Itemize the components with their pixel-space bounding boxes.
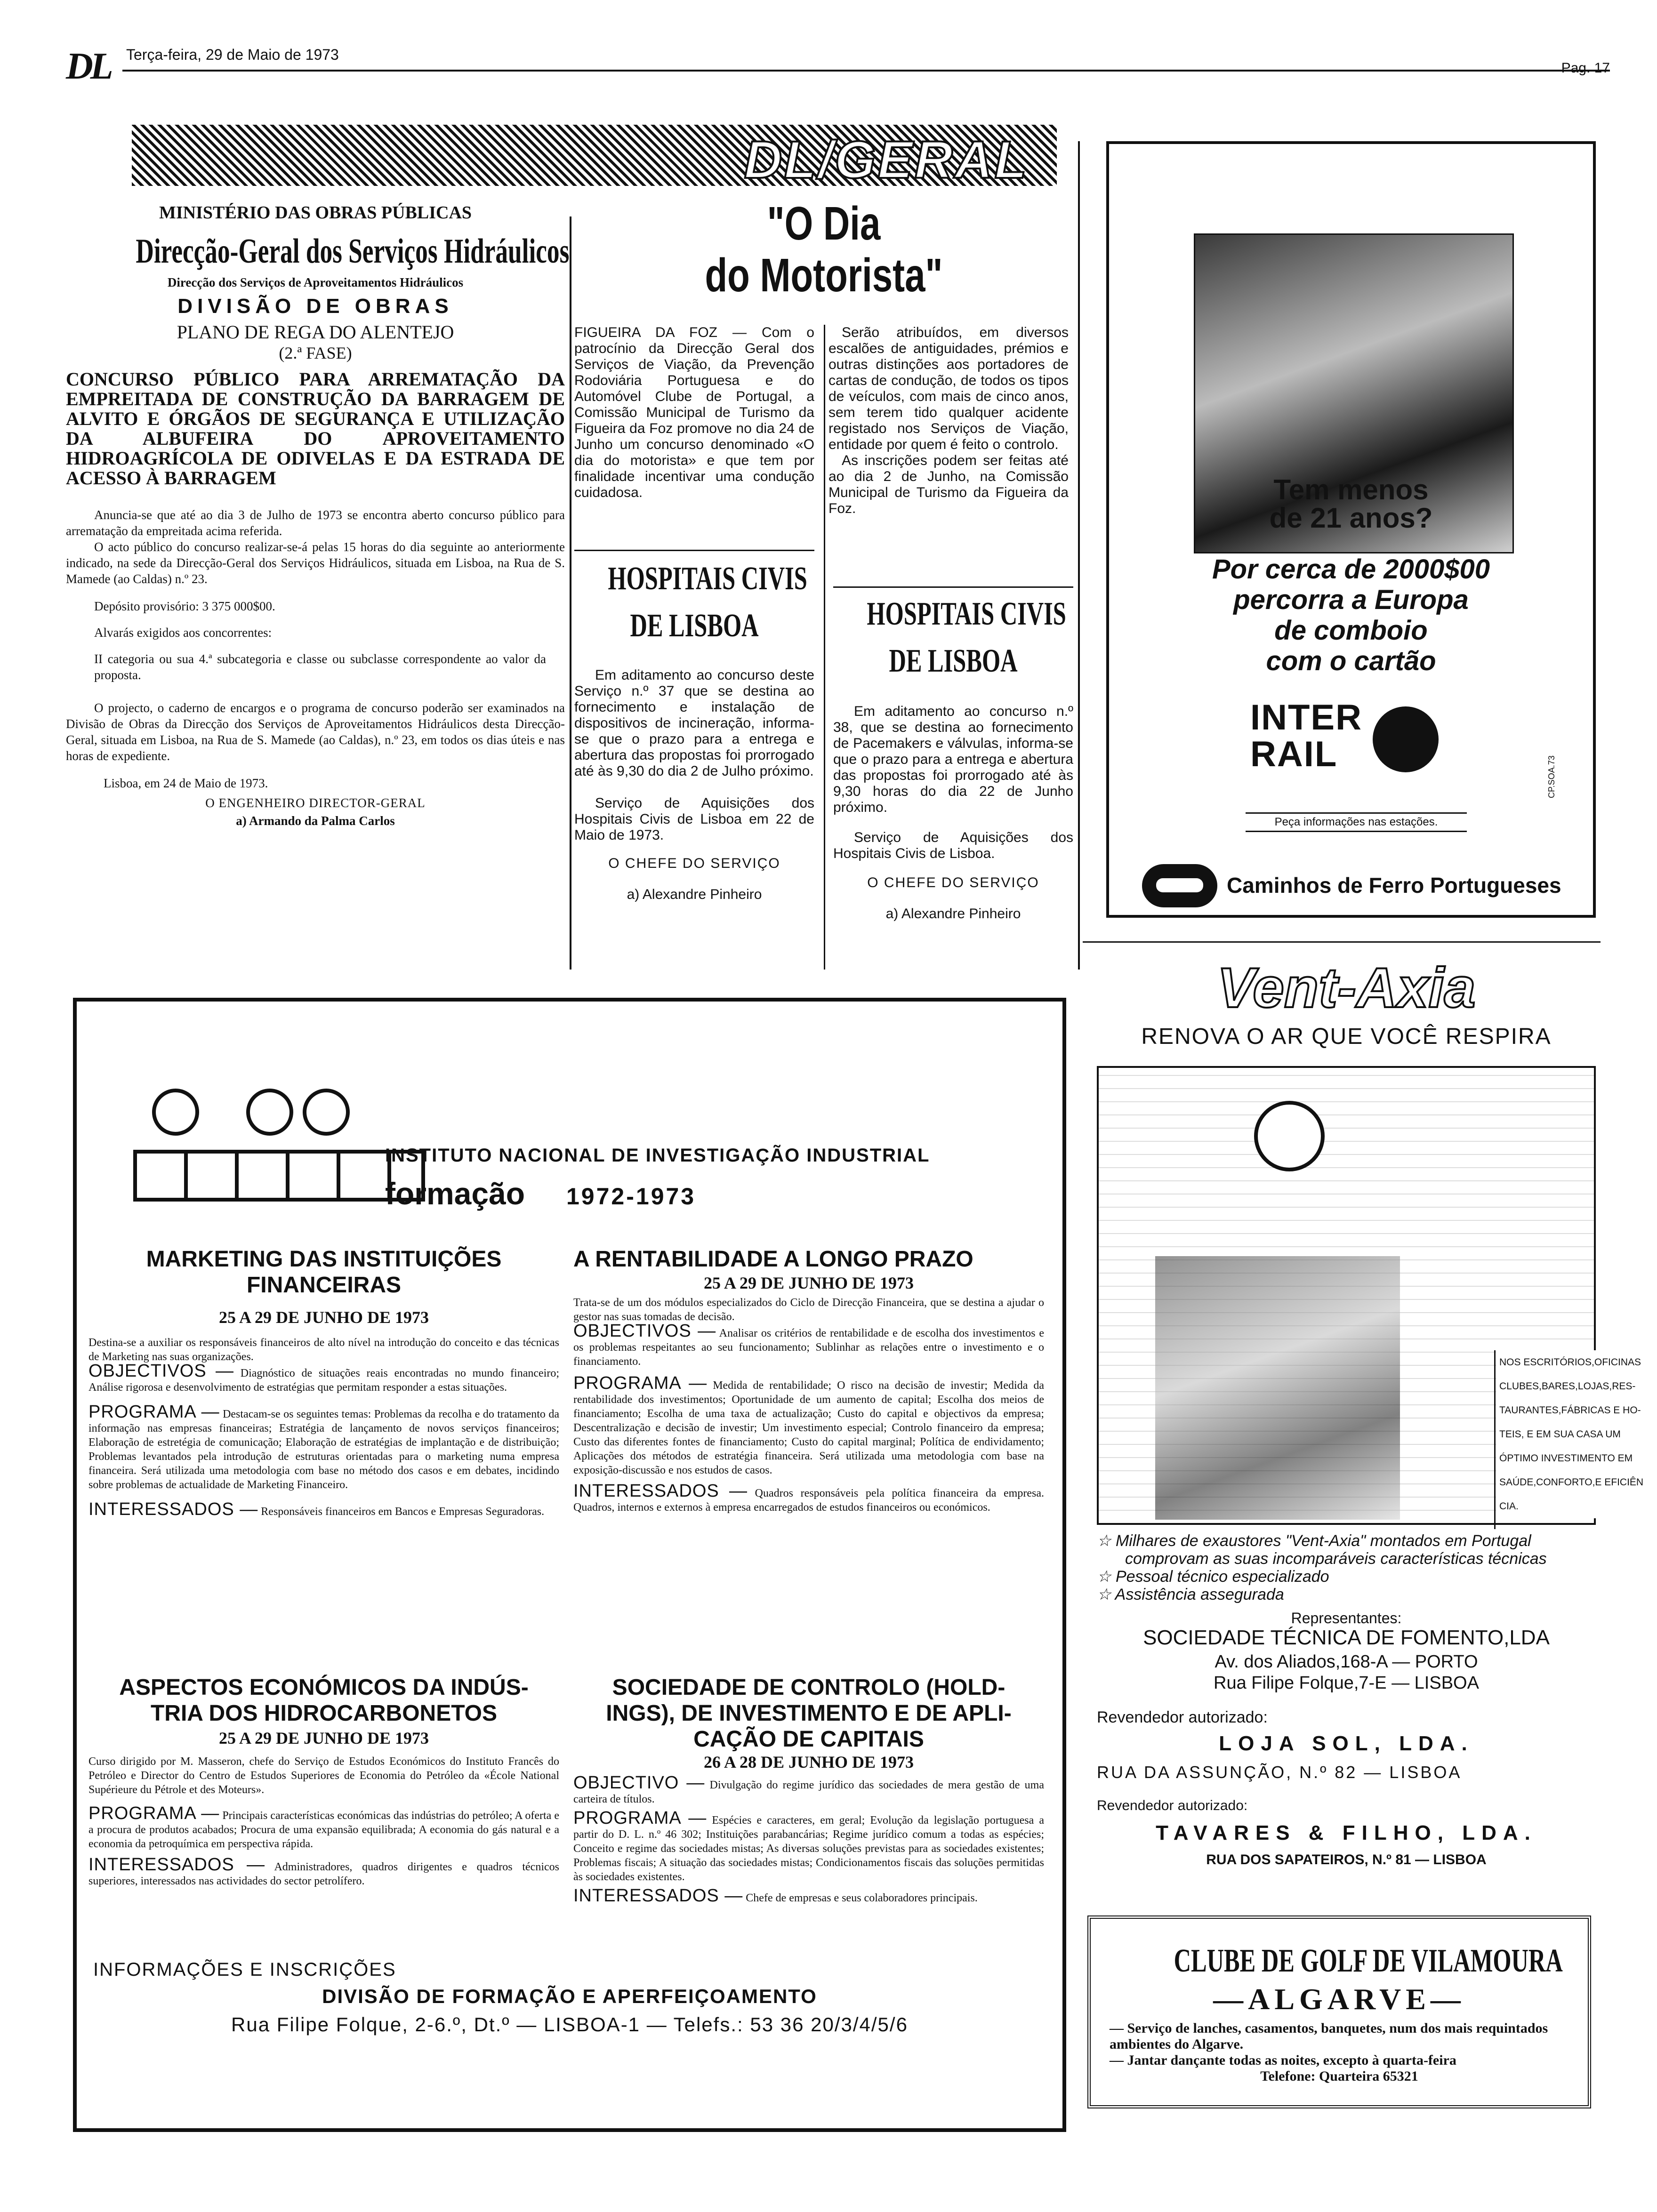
benefit-3: ☆ Assistência assegurada [1097,1586,1284,1603]
course-rentabilidade [573,1246,1044,1515]
section-banner [132,125,1057,189]
interrail-info: Peça informações nas estações. [1246,812,1467,832]
dg-title: Direcção-Geral dos Serviços Hidráulicos [136,232,570,271]
side-6: SAÚDE,CONFORTO,E EFICIÊN [1499,1477,1644,1488]
c3-prog: PROGRAMA — Principais características económicas das indústrias do petróleo; A oferta e a procura de produtos acabados; Procura de uma expansão equilibrada; A economia do gás natural e a economia da petroquímica em perspectiva rápida. [88,1803,560,1850]
direccao-sub: Direcção dos Serviços de Aproveitamentos Hidráulicos [167,275,464,289]
circle-icon [246,1089,293,1136]
c1-obj: OBJECTIVOS — Diagnóstico de situações reais encontradas no mundo financeiro; Análise rigorosa e desenvolvimento de estratégias que permitam responder a estas situações. [88,1361,559,1394]
benefit-2: ☆ Pessoal técnico especializado [1097,1568,1329,1586]
hosp2-assin: a) Alexandre Pinheiro [885,906,1021,922]
deposito: Depósito provisório: 3 375 000$00. [94,599,275,613]
c3-title-2: TRIA DOS HIDROCARBONETOS [150,1701,498,1726]
c2-intro: Trata-se de um dos módulos especializados do Ciclo de Direcção Financeira, que se destina a ajudar o gestor nas suas tomadas de decisão. [573,1297,1044,1323]
golf-line-1: — Serviço de lanches, casamentos, banquetes, num dos mais requintados ambientes do Algarve. [1110,2020,1548,2052]
golf-line-2: — Jantar dançante todas as noites, excepto à quarta-feira [1110,2052,1456,2068]
c4-prog: PROGRAMA — Espécies e caracteres, em geral; Evolução da legislação portuguesa a partir do D. L. n.º 46 302; Instituições parabancárias; Regime jurídico comum a todas as espécies; Conceito e regime das sociedades mistas; As diversas soluções previstas para as sociedades existentes; Problemas fiscais; A situação das sociedades mistas; Condicionamentos fiscais das soluções permitidas às sociedades existentes. [573,1808,1045,1883]
c1-prog: PROGRAMA — Destacam-se os seguintes temas: Problemas da recolha e do tratamento da informação nas empresas financeiras; Estratégia de lançamento de novos serviços financeiros; Elaboração de estretégia de comunicação; Elaboração de estratégias de implantação e de distribuição; Problemas levantados pela introdução de estruturas orientadas para o marketing numa empresa financeira. Será utilizada uma metodologia com base no método dos casos e em debates, incidindo sobre problemas de actualidade de Marketing Financeiro. [88,1402,559,1491]
side-1: NOS ESCRITÓRIOS,OFICINAS [1499,1357,1641,1368]
hosp2-servico: Serviço de Aquisições dos Hospitais Civis de Lisboa. [833,830,1073,861]
c2-date: 25 A 29 DE JUNHO DE 1973 [703,1274,914,1292]
star-icon: ☆ [1097,1586,1115,1603]
interrail-s2: percorra a Europa [1233,585,1469,615]
ministerio-notice [66,202,570,829]
c4-date: 26 A 28 DE JUNHO DE 1973 [703,1753,914,1771]
c3-int: INTERESSADOS — Administradores, quadros dirigentes e quadros técnicos superiores, interessados nas actividades do sector petrolífero. [88,1855,559,1887]
interrail-logo-1: INTER [1250,697,1362,737]
page-header [66,41,1610,87]
para-3: O projecto, o caderno de encargos e o programa de concurso poderão ser examinados na Divisão de Obras da Direcção dos Serviços de Aproveitamentos Hidráulicos desta Direcção-Geral, situada em Lisboa, na Rua de S. Mamede (ao Caldas), n.º 23, em todos os dias úteis e nas horas de expediente. [66,701,565,763]
c2-obj: OBJECTIVOS — Analisar os critérios de rentabilidade e de escolha dos investimentos e os problemas respeitantes ao seu funcionamento; Sublinhar as relações entre o investimento e o financiamento. [573,1321,1044,1368]
revendedor-2: Revendedor autorizado: [1097,1798,1248,1813]
loja-sol-addr: RUA DA ASSUNÇÃO, N.º 82 — LISBOA [1097,1763,1462,1782]
hospitais-notice-1 [574,560,814,903]
motorista-article [574,197,1073,516]
hosp2-body: Em aditamento ao concurso n.º 38, que se destina ao fornecimento de Pacemakers e válvulas, informa-se que o prazo para a entrega e abertura das propostas foi prorrogado até às 9,30 horas do dia 22 de Junho próximo. [833,704,1073,815]
star-icon: ☆ [1097,1568,1116,1586]
c4-obj: OBJECTIVO — Divulgação do regime jurídico das sociedades de mera gestão de uma carteira de títulos. [573,1773,1045,1805]
golf-title: CLUBE DE GOLF DE VILAMOURA [1174,1943,1563,1979]
para-1: Anuncia-se que até ao dia 3 de Julho de 1973 se encontra aberto concurso público para arrematação da empreitada acima referida. [66,508,565,538]
interrail-h1: Tem menos [1273,474,1429,505]
ventaxia-illustration [1097,1066,1644,1525]
interrail-s4: com o cartão [1266,646,1436,676]
circle-icon [152,1089,199,1136]
c2-int: INTERESSADOS — Quadros responsáveis pela política financeira da empresa. Quadros, internos e externos à empresa encarregados de estudos financeiros ou económicos. [573,1481,1044,1514]
hosp1-servico: Serviço de Aquisições dos Hospitais Civis de Lisboa em 22 de Maio de 1973. [574,795,814,843]
ventaxia-slogan: RENOVA O AR QUE VOCÊ RESPIRA [1141,1024,1552,1049]
benefit-1: ☆ Milhares de exaustores "Vent-Axia" montados em Portugal [1097,1532,1531,1550]
interrail-disc-icon [1373,706,1439,772]
golf-ad [1087,1915,1591,2108]
categoria: II categoria ou sua 4.ª subcategoria e classe ou subclasse correspondente ao valor da proposta. [94,652,546,682]
hospitais-notice-2 [833,595,1073,922]
course-holdings [573,1675,1044,1905]
side-2: CLUBES,BARES,LOJAS,RES- [1499,1381,1636,1392]
motorista-col-1: FIGUEIRA DA FOZ — Com o patrocínio da Direcção Geral dos Serviços de Viação, da Prevenção Rodoviária Portuguesa e do Automóvel Clube de Portugal, a Comissão Municipal de Turismo da Figueira da Foz promove no dia 24 de Junho um concurso denominado «O dia do motorista» e que tem por finalidade incentivar uma condução cuidadosa. [574,325,814,500]
c1-title-2: FINANCEIRAS [246,1273,401,1298]
assinatura: a) Armando da Palma Carlos [236,814,395,828]
interrail-s1: Por cerca de 2000$00 [1212,554,1490,585]
interrail-logo-2: RAIL [1250,734,1338,774]
inii-formacao: formação [385,1176,525,1211]
hosp1-title-1: HOSPITAIS CIVIS [608,561,807,597]
side-4: TEIS, E EM SUA CASA UM [1499,1429,1621,1440]
side-3: TAURANTES,FÁBRICAS E HO- [1499,1405,1641,1416]
interrail-s3: de comboio [1274,615,1428,646]
circle-icon [303,1089,350,1136]
side-5: ÓPTIMO INVESTIMENTO EM [1499,1453,1633,1464]
golf-algarve: —ALGARVE— [1213,1982,1465,2016]
c1-int: INTERESSADOS — Responsáveis financeiros em Bancos e Empresas Seguradoras. [88,1499,545,1519]
issue-date: Terça-feira, 29 de Maio de 1973 [126,46,339,63]
motorista-col-2b: As inscrições podem ser feitas até ao dia 2 de Junho, na Comissão Municipal de Turismo da Figueira da Foz. [828,453,1069,516]
c4-title-3: CAÇÃO DE CAPITAIS [693,1727,924,1752]
motorista-title-1: "O Dia [767,197,881,250]
c3-title-1: ASPECTOS ECONÓMICOS DA INDÚS- [119,1675,529,1700]
c1-title-1: MARKETING DAS INSTITUIÇÕES [146,1247,502,1272]
c2-title: A RENTABILIDADE A LONGO PRAZO [573,1247,973,1272]
section-title: DL/GERAL [744,130,1029,189]
inii-logo-shape [133,1150,425,1202]
ministry-name: MINISTÉRIO DAS OBRAS PÚBLICAS [159,203,472,223]
c1-intro: Destina-se a auxiliar os responsáveis financeiros de alto nível na introdução do conceito e das técnicas de Marketing nas suas organizações. [88,1337,559,1363]
inii-info: INFORMAÇÕES E INSCRIÇÕES [93,1959,396,1980]
motorista-col-2a: Serão atribuídos, em diversos escalões de antiguidades, prémios e outras distinções aos portadores de cartas de condução, de todos os tipos de veículos, com mais de cinco anos, sem terem tido qualquer acidente registado nos Serviços de Viação, entidade por quem é feito o controlo. [828,325,1069,452]
inii-division: DIVISÃO DE FORMAÇÃO E APERFEIÇOAMENTO [322,1985,817,2007]
ventaxia-side-text [1496,1350,1644,1518]
alvaras: Alvarás exigidos aos concorrentes: [94,625,272,640]
interrail-h2: de 21 anos? [1269,502,1433,534]
motorista-col-2 [828,325,1069,517]
sociedade: SOCIEDADE TÉCNICA DE FOMENTO,LDA [1143,1626,1550,1649]
hosp2-chefe: O CHEFE DO SERVIÇO [867,875,1039,890]
c4-title-1: SOCIEDADE DE CONTROLO (HOLD- [612,1675,1005,1700]
hosp1-chefe: O CHEFE DO SERVIÇO [608,856,780,871]
cp-name: Caminhos de Ferro Portugueses [1227,873,1561,898]
c4-title-2: INGS), DE INVESTIMENTO E DE APLI- [606,1701,1012,1726]
benefit-1b: comprovam as suas incomparáveis características técnicas [1125,1550,1547,1568]
hosp1-assin: a) Alexandre Pinheiro [627,887,762,902]
cargo: O ENGENHEIRO DIRECTOR-GERAL [205,796,426,810]
tavares-addr: RUA DOS SAPATEIROS, N.º 81 — LISBOA [1206,1852,1487,1867]
addr-lisboa: Rua Filipe Folque,7-E — LISBOA [1214,1673,1479,1693]
addr-porto: Av. dos Aliados,168-A — PORTO [1215,1652,1478,1672]
side-7: CIA. [1499,1501,1519,1512]
course-hidrocarbonetos [88,1675,559,1888]
inii-address: Rua Filipe Folque, 2-6.º, Dt.º — LISBOA-1 — Telefs.: 53 36 20/3/4/5/6 [231,2013,908,2036]
hosp2-title-2: DE LISBOA [889,643,1018,679]
golf-tel: Telefone: Quarteira 65321 [1260,2068,1418,2084]
c4-int: INTERESSADOS — Chefe de empresas e seus colaboradores principais. [573,1886,978,1906]
plano: PLANO DE REGA DO ALENTEJO [177,321,454,343]
local-data: Lisboa, em 24 de Maio de 1973. [104,776,268,790]
inii-institute: INSTITUTO NACIONAL DE INVESTIGAÇÃO INDUSTRIAL [385,1145,930,1166]
representantes-label: Representantes: [1291,1610,1402,1627]
para-2: O acto público do concurso realizar-se-á pelas 15 horas do dia seguinte ao anteriormente indicado, na sede da Direcção-Geral dos Serviços Hidráulicos, situada em Lisboa, na Rua de S. Mamede (ao Caldas) n.º 23. [66,540,565,586]
c3-intro: Curso dirigido por M. Masseron, chefe do Serviço de Estudos Económicos do Instituto Francês do Petróleo e Director do Centro de Estudos Superiores de Economia do Petróleo da «École National Supérieure du Pétrole et des Moteurs». [88,1755,559,1796]
concurso-title: CONCURSO PÚBLICO PARA ARREMATAÇÃO DA EMPREITADA DE CONSTRUÇÃO DA BARRAGEM DE ALVITO E ÓRGÃOS DE SEGURANÇA E UTILIZAÇÃO DA ALBUFEIRA DO APROVEITAMENTO HIDROAGRÍCOLA DE ODIVELAS E DA ESTRADA DE ACESSO À BARRAGEM [66,369,565,489]
hosp1-body: Em aditamento ao concurso deste Serviço n.º 37 que se destina ao fornecimento e instalação de dispositivos de incineração, informa-se que o prazo para a entrega e abertura das propostas foi prorrogado até às 9,30 do dia 2 de Julho próximo. [574,667,814,779]
tavares: TAVARES & FILHO, LDA. [1156,1821,1537,1844]
course-marketing [88,1246,559,1519]
revendedor-1: Revendedor autorizado: [1097,1708,1268,1726]
ventaxia-brand: Vent-Axia [1217,956,1476,1019]
c3-date: 25 A 29 DE JUNHO DE 1973 [218,1729,429,1747]
fase: (2.ª FASE) [279,344,352,362]
fan-icon [1254,1101,1325,1171]
hosp2-title-1: HOSPITAIS CIVIS [867,596,1066,632]
interrail-ad [1106,141,1596,918]
motorista-title-2: do Motorista" [705,249,943,302]
interrail-logo [1250,697,1467,782]
loja-sol: LOJA SOL, LDA. [1219,1732,1474,1755]
star-icon: ☆ [1097,1532,1116,1550]
page-number: Pag. 17 [1561,60,1610,76]
divisao: DIVISÃO DE OBRAS [177,295,453,318]
interrail-code: CP.SOA.73 [1547,755,1556,798]
ventaxia-ad [1097,955,1644,1873]
cp-logo-icon [1142,864,1217,907]
c1-date: 25 A 29 DE JUNHO DE 1973 [218,1308,429,1327]
hosp1-title-2: DE LISBOA [630,608,759,644]
c2-prog: PROGRAMA — Medida de rentabilidade; O risco na decisão de investir; Medida da rentabilidade dos investimentos; Oportunidade de um aumento de capital; Escolha dos meios de financiamento; Escolha de uma taxa de actualização; Custo do capital e objectivos da empresa; Descentralização e decisão de investir; Um investimento especial; Controlo financeiro da empresa; Custo das diferentes fontes de financiamento; Custo do capital marginal; Política de endividamento; Aplicações dos métodos de estratégia financeira. Será utilizada uma metodologia com base na exposição-discussão e nos estudos de casos. [573,1373,1045,1476]
newspaper-logo: DL [66,46,111,87]
inii-years: 1972-1973 [566,1183,696,1210]
inii-logo [133,1089,425,1202]
inii-ad [73,998,1066,2132]
ventaxia-benefits [1097,1532,1596,1603]
